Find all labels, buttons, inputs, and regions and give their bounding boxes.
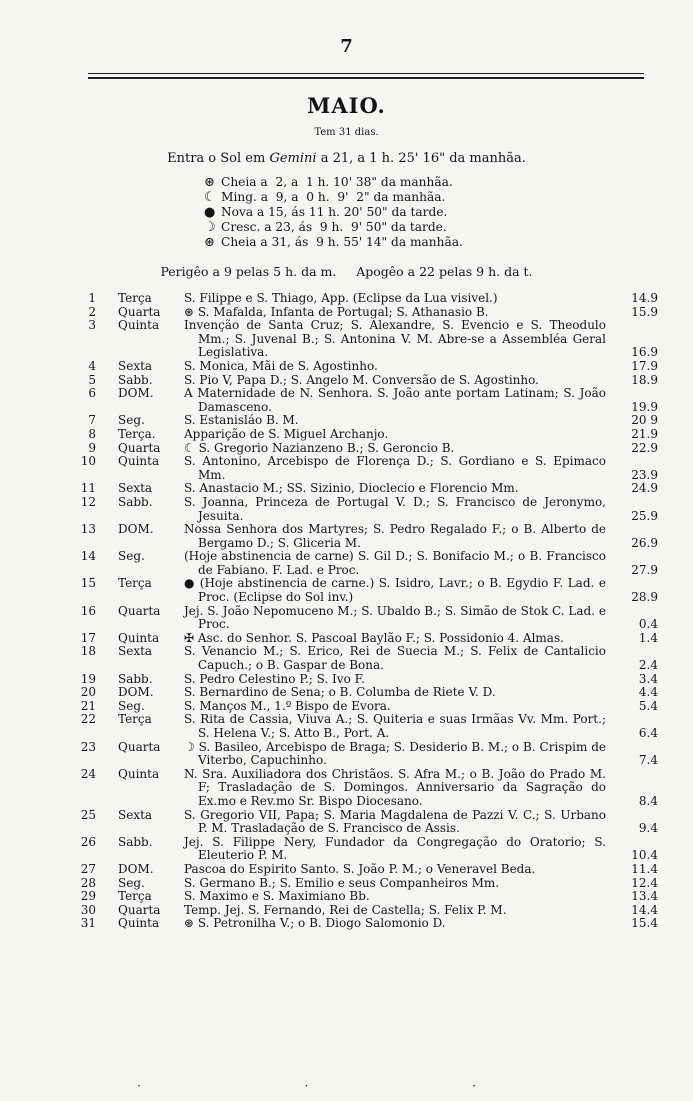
moon-age: 22.9 xyxy=(631,440,658,455)
day-number: 14 xyxy=(80,549,96,564)
moon-age: 21.9 xyxy=(631,426,658,441)
header-rule-thin xyxy=(88,73,644,74)
saints-text: ⊛ S. Petronilha V.; o B. Diogo Salomonio D. xyxy=(184,916,446,931)
weekday: Sexta xyxy=(118,481,153,496)
saints-text: Nossa Senhora dos Martyres; S. Pedro Regalado F.; o B. Alberto de Bergamo D.; S. Gliceria M. xyxy=(184,522,606,550)
day-row xyxy=(78,700,658,714)
page-number: 7 xyxy=(340,36,353,57)
day-number: 26 xyxy=(80,834,96,849)
day-row xyxy=(78,428,658,442)
day-number: 15 xyxy=(80,576,96,591)
weekday: DOM. xyxy=(118,861,154,876)
footer-dots: · · · xyxy=(136,1079,557,1093)
weekday: Sexta xyxy=(118,358,153,373)
moon-age: 9.4 xyxy=(638,821,658,836)
moon-age: 14.4 xyxy=(631,902,658,917)
day-number: 16 xyxy=(80,603,96,618)
moon-age: 18.9 xyxy=(631,372,658,387)
day-row xyxy=(78,374,658,388)
day-number: 1 xyxy=(88,291,96,305)
weekday: Quarta xyxy=(118,739,161,754)
new-moon-icon: ● xyxy=(204,205,216,220)
day-row xyxy=(78,877,658,891)
weekday: Seg. xyxy=(118,875,145,890)
moon-age: 19.9 xyxy=(631,399,658,414)
weekday: Sabb. xyxy=(118,372,153,387)
moon-age: 11.4 xyxy=(631,861,658,876)
moon-age: 20 9 xyxy=(631,413,658,428)
moon-age: 3.4 xyxy=(638,671,658,686)
day-number: 9 xyxy=(88,440,96,455)
weekday: DOM. xyxy=(118,685,154,700)
saints-text: S. Manços M., 1.º Bispo de Evora. xyxy=(184,698,391,713)
day-row xyxy=(78,686,658,700)
sun-entry-sign: Gemini xyxy=(269,151,317,166)
moon-age: 0.4 xyxy=(638,617,658,632)
day-number: 22 xyxy=(80,712,96,727)
moon-age: 7.4 xyxy=(638,753,658,768)
saints-text: Temp. Jej. S. Fernando, Rei de Castella; S. Felix P. M. xyxy=(184,902,507,917)
weekday: Seg. xyxy=(118,698,145,713)
moon-age: 24.9 xyxy=(631,481,658,496)
weekday: Quinta xyxy=(118,318,160,333)
weekday: Sabb. xyxy=(118,671,153,686)
saints-text: S. Monica, Mãi de S. Agostinho. xyxy=(184,358,378,373)
perigee-apogee: Perigêo a 9 pelas 5 h. da m. Apogêo a 22 pelas 9 h. da t. xyxy=(160,264,533,279)
day-row xyxy=(78,482,658,496)
day-number: 5 xyxy=(88,372,96,387)
day-number: 13 xyxy=(80,522,96,537)
moon-age: 27.9 xyxy=(631,562,658,577)
day-number: 17 xyxy=(80,630,96,645)
day-row xyxy=(78,292,658,306)
saints-text: S. Germano B.; S. Emilio e seus Companheiros Mm. xyxy=(184,875,500,890)
day-row xyxy=(78,414,658,428)
weekday: Quinta xyxy=(118,916,160,931)
day-row xyxy=(78,890,658,904)
moon-age: 26.9 xyxy=(631,535,658,550)
weekday: Terça xyxy=(118,712,152,727)
day-number: 3 xyxy=(88,318,96,333)
day-row xyxy=(78,319,658,360)
weekday: Quarta xyxy=(118,603,161,618)
header-rule-thick xyxy=(88,77,644,79)
moon-age: 10.4 xyxy=(631,848,658,863)
day-row xyxy=(78,360,658,374)
day-number: 6 xyxy=(88,386,96,401)
saints-text: N. Sra. Auxiliadora dos Christãos. S. Afra M.; o B. João do Prado M. F; Trasladação de S. Domingos. Anniversario da Sagração do Ex.mo e Rev.mo Sr. Bispo Diocesano. xyxy=(184,766,606,808)
moon-age: 16.9 xyxy=(631,345,658,360)
weekday: Quinta xyxy=(118,766,160,781)
moon-phase-text: Cheia a 2, a 1 h. 10' 38" da manhãa. xyxy=(221,175,453,189)
saints-text: Invenção de Santa Cruz; S. Alexandre, S. Evencio e S. Theodulo Mm.; S. Juvenal B.; S. Antonina V. M. Abre-se a Assembléa Geral Legislativa. xyxy=(184,318,606,360)
first-quarter-icon: ☽ xyxy=(204,220,216,235)
day-row xyxy=(78,768,658,809)
day-row xyxy=(78,442,658,456)
day-row xyxy=(78,713,658,740)
saints-text: ✠ Asc. do Senhor. S. Pascoal Baylão F.; S. Possidonio 4. Almas. xyxy=(184,630,564,645)
moon-age: 25.9 xyxy=(631,508,658,523)
day-number: 23 xyxy=(80,739,96,754)
weekday: Sabb. xyxy=(118,834,153,849)
day-number: 10 xyxy=(80,454,96,469)
saints-text: S. Rita de Cassia, Viuva A.; S. Quiteria e suas Irmãas Vv. Mm. Port.; S. Helena V.; S. Atto B., Port. A. xyxy=(184,712,606,740)
moon-phase-row xyxy=(204,220,463,235)
weekday: Terça. xyxy=(118,426,156,441)
moon-phase-row xyxy=(204,175,463,190)
weekday: Quarta xyxy=(118,304,161,319)
day-number: 11 xyxy=(80,481,96,496)
weekday: Seg. xyxy=(118,549,145,564)
weekday: Sexta xyxy=(118,807,153,822)
day-number: 4 xyxy=(88,358,96,373)
saints-text: Jej. S. João Nepomuceno M.; S. Ubaldo B.; S. Simão de Stok C. Lad. e Proc. xyxy=(184,603,606,632)
day-number: 24 xyxy=(80,766,96,781)
day-row xyxy=(78,577,658,604)
weekday: Terça xyxy=(118,889,152,904)
day-row xyxy=(78,809,658,836)
saints-text: S. Pedro Celestino P.; S. Ivo F. xyxy=(184,671,365,686)
weekday: Quinta xyxy=(118,630,160,645)
moon-age: 4.4 xyxy=(638,685,658,700)
day-row xyxy=(78,917,658,931)
day-row xyxy=(78,387,658,414)
moon-age: 1.4 xyxy=(638,630,658,645)
day-row xyxy=(78,904,658,918)
moon-age: 5.4 xyxy=(638,698,658,713)
moon-phase-row xyxy=(204,190,463,205)
days-count: Tem 31 dias. xyxy=(314,127,379,138)
saints-text: S. Estanisláo B. M. xyxy=(184,413,299,428)
saints-text: Apparição de S. Miguel Archanjo. xyxy=(184,426,389,441)
saints-text: S. Gregorio VII, Papa; S. Maria Magdalena de Pazzi V. C.; S. Urbano P. M. Trasladação de S. Francisco de Assis. xyxy=(184,807,606,836)
saints-text: S. Venancio M.; S. Erico, Rei de Suecia M.; S. Felix de Cantalicio Capuch.; o B. Gaspar de Bona. xyxy=(184,644,606,673)
moon-phase-text: Cresc. a 23, ás 9 h. 9' 50" da tarde. xyxy=(221,220,447,234)
day-row xyxy=(78,632,658,646)
day-row xyxy=(78,523,658,550)
moon-phase-text: Ming. a 9, a 0 h. 9' 2" da manhãa. xyxy=(221,190,446,204)
sun-entry xyxy=(0,151,693,166)
moon-phases xyxy=(204,175,463,250)
moon-phase-text: Cheia a 31, ás 9 h. 55' 14" da manhãa. xyxy=(221,235,463,249)
day-table xyxy=(78,292,658,931)
day-number: 18 xyxy=(80,644,96,659)
day-number: 20 xyxy=(80,685,96,700)
day-number: 12 xyxy=(80,494,96,509)
day-row xyxy=(78,455,658,482)
moon-age: 2.4 xyxy=(638,658,658,673)
full-moon-icon: ⊛ xyxy=(204,175,215,190)
saints-text: ☾ S. Gregorio Nazianzeno B.; S. Geroncio B. xyxy=(184,440,455,455)
saints-text: ☽ S. Basileo, Arcebispo de Braga; S. Desiderio B. M.; o B. Crispim de Viterbo, Capuchinho. xyxy=(184,739,606,768)
day-number: 27 xyxy=(80,861,96,876)
moon-age: 12.4 xyxy=(631,875,658,890)
day-number: 28 xyxy=(80,875,96,890)
moon-age: 15.9 xyxy=(631,304,658,319)
saints-text: ⊛ S. Mafalda, Infanta de Portugal; S. Athanasio B. xyxy=(184,304,489,319)
saints-text: A Maternidade de N. Senhora. S. João ante portam Latinam; S. João Damasceno. xyxy=(184,386,606,414)
day-row xyxy=(78,605,658,632)
sun-entry-before: Entra o Sol em xyxy=(167,151,266,166)
day-number: 29 xyxy=(80,889,96,904)
moon-age: 23.9 xyxy=(631,467,658,482)
saints-text: Pascoa do Espirito Santo. S. João P. M.; o Veneravel Beda. xyxy=(184,861,536,876)
saints-text: S. Pio V, Papa D.; S. Angelo M. Conversão de S. Agostinho. xyxy=(184,372,539,387)
weekday: Quarta xyxy=(118,902,161,917)
moon-phase-row xyxy=(204,235,463,250)
full-moon-icon: ⊛ xyxy=(204,235,215,250)
day-row xyxy=(78,645,658,672)
weekday: DOM. xyxy=(118,386,154,401)
moon-phase-text: Nova a 15, ás 11 h. 20' 50" da tarde. xyxy=(221,205,448,219)
saints-text: ● (Hoje abstinencia de carne.) S. Isidro, Lavr.; o B. Egydio F. Lad. e Proc. (Eclipse do Sol inv.) xyxy=(184,576,606,605)
day-row xyxy=(78,836,658,863)
day-row xyxy=(78,496,658,523)
weekday: Quinta xyxy=(118,454,160,469)
day-row xyxy=(78,550,658,577)
saints-text: S. Joanna, Princeza de Portugal V. D.; S. Francisco de Jeronymo, Jesuita. xyxy=(184,494,606,523)
month-title: MAIO. xyxy=(307,93,386,118)
weekday: Terça xyxy=(118,576,152,591)
moon-age: 15.4 xyxy=(631,916,658,931)
saints-text: S. Maximo e S. Maximiano Bb. xyxy=(184,889,370,904)
weekday: DOM. xyxy=(118,522,154,537)
last-quarter-icon: ☾ xyxy=(204,190,216,205)
day-number: 30 xyxy=(80,902,96,917)
day-number: 21 xyxy=(80,698,96,713)
saints-text: Jej. S. Filippe Nery, Fundador da Congregação do Oratorio; S. Eleuterio P. M. xyxy=(184,834,606,863)
moon-age: 8.4 xyxy=(638,793,658,808)
saints-text: (Hoje abstinencia de carne) S. Gil D.; S. Bonifacio M.; o B. Francisco de Fabiano. F. Lad. e Proc. xyxy=(184,549,606,577)
day-number: 2 xyxy=(88,304,96,319)
moon-age: 13.4 xyxy=(631,889,658,904)
weekday: Quarta xyxy=(118,440,161,455)
moon-phase-row xyxy=(204,205,463,220)
moon-age: 6.4 xyxy=(638,726,658,740)
day-number: 31 xyxy=(80,916,96,931)
day-number: 25 xyxy=(80,807,96,822)
moon-age: 17.9 xyxy=(631,358,658,373)
moon-age: 28.9 xyxy=(631,590,658,605)
day-row xyxy=(78,863,658,877)
sun-entry-after: a 21, a 1 h. 25' 16" da manhãa. xyxy=(320,151,526,166)
day-number: 19 xyxy=(80,671,96,686)
day-row xyxy=(78,673,658,687)
weekday: Sexta xyxy=(118,644,153,659)
day-row xyxy=(78,741,658,768)
weekday: Seg. xyxy=(118,413,145,428)
day-number: 8 xyxy=(88,426,96,441)
day-number: 7 xyxy=(88,413,96,428)
saints-text: S. Filippe e S. Thiago, App. (Eclipse da Lua visivel.) xyxy=(184,291,498,305)
weekday: Terça xyxy=(118,291,152,305)
weekday: Sabb. xyxy=(118,494,153,509)
day-row xyxy=(78,306,658,320)
saints-text: S. Antonino, Arcebispo de Florença D.; S. Gordiano e S. Epimaco Mm. xyxy=(184,454,606,482)
saints-text: S. Bernardino de Sena; o B. Columba de Riete V. D. xyxy=(184,685,496,700)
moon-age: 14.9 xyxy=(631,291,658,305)
saints-text: S. Anastacio M.; SS. Sizinio, Dioclecio e Florencio Mm. xyxy=(184,481,519,496)
